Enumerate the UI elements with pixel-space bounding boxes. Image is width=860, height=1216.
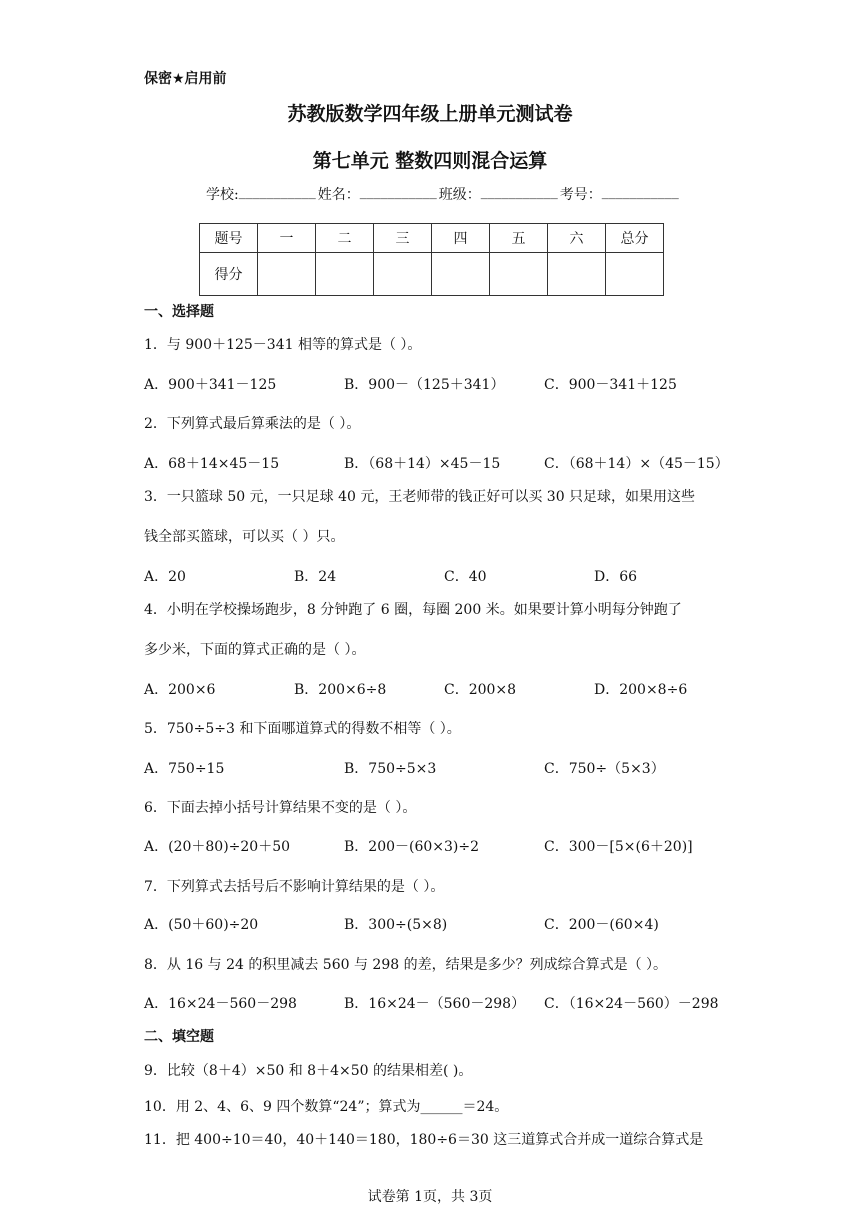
option-c[interactable]: C．200×8: [444, 682, 517, 698]
option-c[interactable]: C．200－(60×4): [544, 917, 659, 933]
fill-question: 10．用 2、4、6、9 四个数算“24”；算式为______＝24。: [144, 1099, 509, 1115]
question-stem: 7．下列算式去括号后不影响计算结果的是（ ）。: [144, 879, 445, 895]
name-label: 姓名：: [317, 187, 360, 203]
score-table-cell: 五: [490, 224, 548, 253]
question-stem: 3．一只篮球 50 元，一只足球 40 元，王老师带的钱正好可以买 30 只足球，如果用这些: [144, 489, 696, 505]
score-cell[interactable]: [316, 253, 374, 296]
option-b[interactable]: B．750÷5×3: [344, 761, 437, 777]
school-label: 学校:: [206, 187, 239, 203]
option-c[interactable]: C．（68＋14）×（45－15）: [544, 456, 729, 472]
name-blank[interactable]: ___________: [359, 184, 437, 200]
option-d[interactable]: D．66: [594, 569, 638, 585]
section-title-choice: 一、选择题: [144, 304, 214, 320]
question-stem: 4．小明在学校操场跑步，8 分钟跑了 6 圈，每圈 200 米。如果要计算小明每分钟跑了: [144, 602, 682, 618]
option-a[interactable]: A．(20＋80)÷20＋50: [144, 839, 291, 855]
exam-number-label: 考号：: [559, 187, 602, 203]
school-blank[interactable]: ___________: [238, 184, 316, 200]
score-table-cell: 四: [432, 224, 490, 253]
score-table-header-row: [200, 224, 664, 253]
option-b[interactable]: B．200×6÷8: [294, 682, 387, 698]
score-table-cell: 六: [548, 224, 606, 253]
score-cell[interactable]: [490, 253, 548, 296]
class-blank[interactable]: ___________: [480, 184, 558, 200]
option-b[interactable]: B．900－（125＋341）: [344, 377, 505, 393]
option-a[interactable]: A．(50＋60)÷20: [144, 917, 259, 933]
option-b[interactable]: B．（68＋14）×45－15: [344, 456, 501, 472]
option-c[interactable]: C．40: [444, 569, 487, 585]
option-b[interactable]: B．200－(60×3)÷2: [344, 839, 480, 855]
option-a[interactable]: A．68＋14×45－15: [144, 456, 280, 472]
exam-title: 苏教版数学四年级上册单元测试卷: [287, 103, 573, 125]
question-stem-continued: 钱全部买篮球，可以买（ ）只。: [144, 529, 345, 545]
option-b[interactable]: B．300÷(5×8): [344, 917, 448, 933]
score-table-cell: 三: [374, 224, 432, 253]
score-cell[interactable]: [432, 253, 490, 296]
option-a[interactable]: A．200×6: [144, 682, 216, 698]
score-table-cell: 题号: [200, 224, 258, 253]
score-row-label: 得分: [200, 253, 258, 296]
question-stem: 8．从 16 与 24 的积里减去 560 与 298 的差，结果是多少？列成综合算式是（ ）。: [144, 957, 668, 973]
score-cell[interactable]: [374, 253, 432, 296]
score-cell[interactable]: [548, 253, 606, 296]
score-table-cell: 一: [258, 224, 316, 253]
question-stem: 6．下面去掉小括号计算结果不变的是（ ）。: [144, 800, 417, 816]
option-c[interactable]: C．300－[5×(6＋20)]: [544, 839, 693, 855]
class-label: 班级：: [438, 187, 481, 203]
student-info: [206, 184, 679, 204]
option-a[interactable]: A．900＋341－125: [144, 377, 277, 393]
option-c[interactable]: C．（16×24－560）－298: [544, 996, 719, 1012]
option-a[interactable]: A．20: [144, 569, 186, 585]
score-cell[interactable]: [606, 253, 664, 296]
score-table-score-row: [200, 253, 664, 296]
question-stem-continued: 多少米，下面的算式正确的是（ ）。: [144, 642, 366, 658]
confidential-label: 保密★启用前: [144, 71, 227, 87]
page-footer: 试卷第 1页，共 3页: [367, 1189, 493, 1205]
option-a[interactable]: A．750÷15: [144, 761, 225, 777]
score-table: [199, 223, 664, 296]
score-cell[interactable]: [258, 253, 316, 296]
option-a[interactable]: A．16×24－560－298: [144, 996, 297, 1012]
fill-question: 9．比较（8＋4）×50 和 8＋4×50 的结果相差( )。: [144, 1063, 473, 1079]
score-table-cell: 总分: [606, 224, 664, 253]
question-stem: 5．750÷5÷3 和下面哪道算式的得数不相等（ ）。: [144, 721, 461, 737]
option-b[interactable]: B．24: [294, 569, 337, 585]
question-stem: 1．与 900＋125－341 相等的算式是（ ）。: [144, 337, 422, 353]
exam-subtitle: 第七单元 整数四则混合运算: [312, 150, 548, 172]
option-c[interactable]: C．750÷（5×3）: [544, 761, 665, 777]
score-table-cell: 二: [316, 224, 374, 253]
option-d[interactable]: D．200×8÷6: [594, 682, 688, 698]
exam-number-blank[interactable]: ___________: [601, 184, 679, 200]
option-c[interactable]: C．900－341＋125: [544, 377, 677, 393]
fill-question: 11．把 400÷10＝40，40＋140＝180，180÷6＝30 这三道算式合并成一道综合算式是: [144, 1132, 704, 1148]
option-b[interactable]: B．16×24－（560－298）: [344, 996, 526, 1012]
section-title-fill: 二、填空题: [144, 1029, 214, 1045]
question-stem: 2．下列算式最后算乘法的是（ ）。: [144, 416, 361, 432]
